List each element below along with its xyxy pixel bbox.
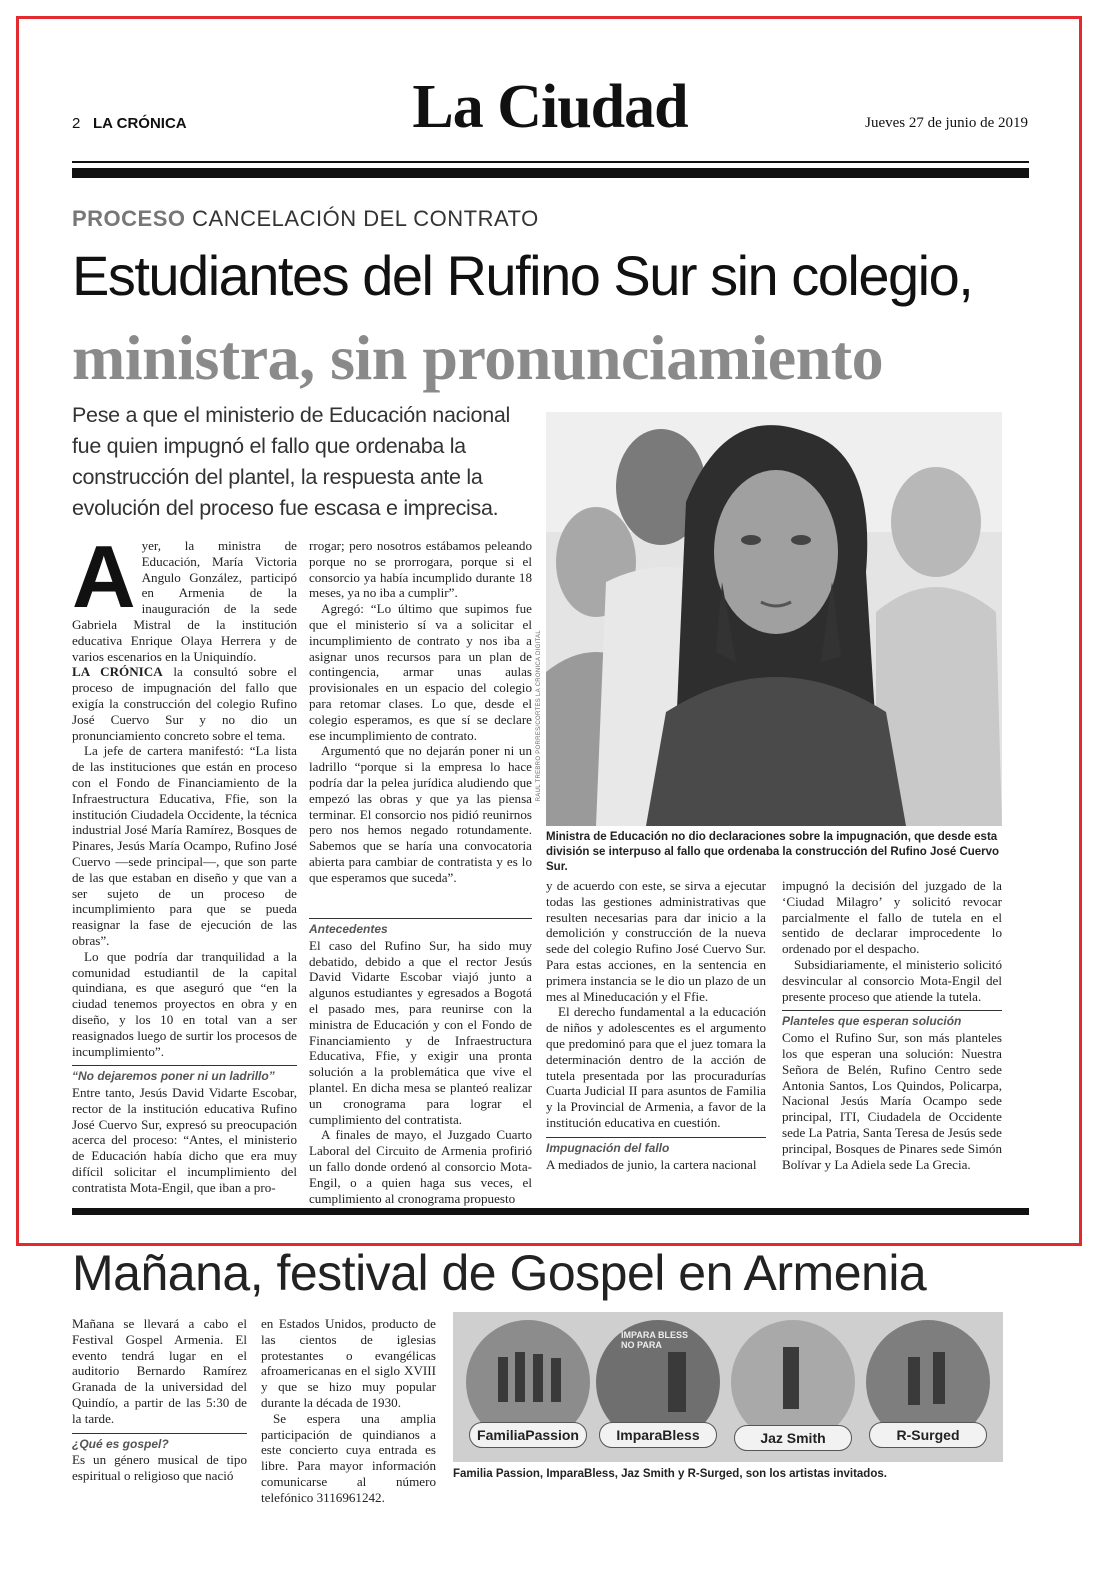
artist-badge: Jaz Smith <box>734 1425 852 1451</box>
subheading: “No dejaremos poner ni un ladrillo” <box>72 1065 297 1085</box>
page-number: 2 <box>72 115 81 132</box>
headline-line-2: ministra, sin pronunciamiento <box>72 322 884 393</box>
article-lead: Pese a que el ministerio de Educación nacional fue quien impugnó el fallo que ordenaba la construcción del plantel, la respuesta ante la evolución del proceso fue escasa e imprecisa. <box>72 403 510 520</box>
poster-text: IMPARA BLESS NO PARA <box>621 1330 689 1350</box>
article-column-2b <box>309 912 532 1206</box>
paragraph: yer, la ministra de Educación, María Victoria Angulo González, participó en Armenia de la inauguración de la sede Gabriela Mistral de la institución educativa Enrique Olaya Herrera y de varios escenarios en la Uniquindío. <box>72 538 297 664</box>
artist-badge: R-Surged <box>869 1422 987 1448</box>
subheading: Planteles que esperan solución <box>782 1010 1002 1030</box>
artists-caption: Familia Passion, ImparaBless, Jaz Smith y R-Surged, son los artistas invitados. <box>453 1468 887 1480</box>
photo-credit: RAÚL TREBRO PORRES/CORTÉS LA CRÓNICA DIGITAL <box>536 630 542 802</box>
paragraph: en Estados Unidos, producto de las cientos de iglesias protestantes o evangélicas afroamericanas en el siglo XVIII y que se hizo muy popular durante la década de 1930. <box>261 1316 436 1410</box>
gospel-column-1 <box>72 1316 247 1484</box>
paragraph: impugnó la decisión del juzgado de la ‘Ciudad Milagro’ y solicitó revocar parcialmente el fallo de tutela en el sentido de declarar improcedente lo ordenado por el despacho. <box>782 878 1002 957</box>
publication-name: LA CRÓNICA <box>93 115 187 132</box>
paragraph: A finales de mayo, el Juzgado Cuarto Laboral del Circuito de Armenia profirió un fallo donde ordenó al consorcio Mota- Engil, o a quien haga sus veces, el cumplimiento al cronograma propuesto <box>309 1127 532 1206</box>
article-column-4 <box>782 878 1002 1172</box>
paragraph: Lo que podría dar tranquilidad a la comunidad estudiantil de la capital quindiana, es que aseguró que “en la ciudad tenemos proyectos en obra y en diseño, y los 10 en total van a ser reasignados luego de surtir los procesos de incumplimiento”. <box>72 948 297 1059</box>
paragraph: El caso del Rufino Sur, ha sido muy debatido, debido a que el rector Jesús David Vidarte Escobar viajó junto a algunos estudiantes y egresados a Bogotá el pasado mes, para reunirse con la ministra de Educación y con el Fondo de Financiamiento y de Infraestructura Educativa, Ffie, y exigir una pronta solución a la problemática que vive el plantel. En dicha mesa se planteó realizar un cronograma para lograr el cumplimiento del contratista. <box>309 937 532 1127</box>
paragraph: y de acuerdo con este, se sirva a ejecutar todas las gestiones administrativas que resulten necesarias para dar inicio a la demolición y construcción de la nueva sede del colegio Rufino José Cuervo Sur. Para estas acciones, en la sentencia en primera instancia se le dio un plazo de un mes al Mineducación y el Ffie. <box>546 878 766 1004</box>
header-rule <box>72 161 1029 163</box>
paragraph: Entre tanto, Jesús David Vidarte Escobar, rector de la institución educativa Rufino José Cuervo Sur, expresó su preocupación acerca del proceso: “Antes, el ministerio de Educación había dicho que era muy difícil solicitar el incumplimiento del contratista Mota-Engil, que iban a pro- <box>72 1085 297 1195</box>
artists-image <box>453 1312 1003 1462</box>
paragraph: Es un género musical de tipo espiritual o religioso que nació <box>72 1452 247 1484</box>
kicker-text: CANCELACIÓN DEL CONTRATO <box>192 206 539 231</box>
article-column-2 <box>309 538 532 886</box>
subheading: Impugnación del fallo <box>546 1137 766 1157</box>
gospel-headline: Mañana, festival de Gospel en Armenia <box>72 1245 927 1301</box>
subheading: Antecedentes <box>309 918 532 938</box>
subheading: ¿Qué es gospel? <box>72 1433 247 1453</box>
header-bar <box>72 168 1029 178</box>
paragraph: Argumentó que no dejarán poner ni un ladrillo “porque si la empresa lo hace podría dar la pelea jurídica aludiendo que empezó las obras y que ya las piensa terminar. El consorcio nos pidió reunirnos pero nos hemos negado rotundamente. Sabemos que se haría una convocatoria abierta para cambiar de contratista y es lo que esperamos que suceda”. <box>309 743 532 885</box>
paragraph: rrogar; pero nosotros estábamos peleando porque no se prorrogara, porque si el consorcio ya había incumplido durante 18 meses, ya no iba a cumplir”. <box>309 538 532 601</box>
paragraph: Se espera una amplia participación de quindianos a este concierto cuya entrada es libre. Para mayor información comunicarse al número telefónico 3116961242. <box>261 1410 436 1505</box>
section-divider <box>72 1208 1029 1215</box>
paragraph: El derecho fundamental a la educación de niños y adolescentes es el argumento que predominó para que el juez tomara la determinación dentro de la acción de tutela presentada por las procuradurías Cuarta Judicial II para asuntos de Familia y la Provincial de Armenia, a favor de la institución educativa en cuestión. <box>546 1004 766 1130</box>
artist-badge: ImparaBless <box>599 1422 717 1448</box>
paragraph: Como el Rufino Sur, son más planteles los que esperan una solución: Nuestra Señora de Belén, Rufino Centro sede Antonia Santos, Los Quindos, Policarpa, Nacional Jesús María Ocampo sede principal, ITI, Ciudadela de Occidente sede La Patria, Santa Teresa de Jesús sede principal, Bosques de Pinares sede Simón Bolívar y La Adiela sede La Grecia. <box>782 1030 1002 1172</box>
photo-caption: Ministra de Educación no dio declaraciones sobre la impugnación, que desde esta división se interpuso al fallo que ordenaba la construcción del Rufino José Cuervo Sur. <box>546 831 1000 873</box>
paragraph: A mediados de junio, la cartera nacional <box>546 1156 757 1172</box>
issue-date: Jueves 27 de junio de 2019 <box>865 115 1028 131</box>
brand-mention: LA CRÓNICA <box>72 664 163 680</box>
headline-line-1: Estudiantes del Rufino Sur sin colegio, <box>72 244 973 307</box>
paragraph: Agregó: “Lo último que supimos fue que el ministerio sí va a solicitar el incumplimiento de contrato y nos iba a asignar unos recursos para un plan de contingencia, armar unas aulas provisionales en un espacio del colegio para retomar clases. Lo que, desde el colegio esperamos, es que sí se declare ese incumplimiento de contrato. <box>309 601 532 743</box>
kicker-label: PROCESO <box>72 206 186 231</box>
paragraph: La jefe de cartera manifestó: “La lista de las instituciones que están en proceso con el Fondo de Financiamiento de la Infraestructura Educativa, Ffie, son la institución Ciudadela Occidente, la técnica industrial José María Ramírez, Bosques de Pinares, Jesús María Ocampo, Rufino José Cuervo —sede principal—, que son parte de las que estaban en diseño y que van a ser sujeto de un proceso de incumplimiento para que se pueda reasignar la fase de ejecución de las obras”. <box>72 743 297 948</box>
paragraph: Subsidiariamente, el ministerio solicitó desvincular al consorcio Mota-Engil del presente proceso que atiende la tutela. <box>782 956 1002 1004</box>
paragraph: LA CRÓNICA la consultó sobre el proceso de impugnación del fallo que exigía la construcción del colegio Rufino José Cuervo Sur y no dio un pronunciamiento concreto sobre el tema. <box>72 664 297 743</box>
artist-badge: FamiliaPassion <box>469 1422 587 1448</box>
minister-photo <box>546 412 1002 826</box>
paragraph: Mañana se llevará a cabo el Festival Gospel Armenia. El evento tendrá lugar en el auditorio Bernardo Ramírez Granada de la universidad del Quindío, a partir de las 5:30 de la tarde. <box>72 1316 247 1426</box>
section-title: La Ciudad <box>412 73 688 141</box>
article-column-3 <box>546 878 766 1172</box>
gospel-column-2 <box>261 1316 436 1506</box>
drop-cap: A <box>72 527 136 626</box>
article-column-1 <box>72 527 297 1196</box>
kicker <box>72 206 539 232</box>
